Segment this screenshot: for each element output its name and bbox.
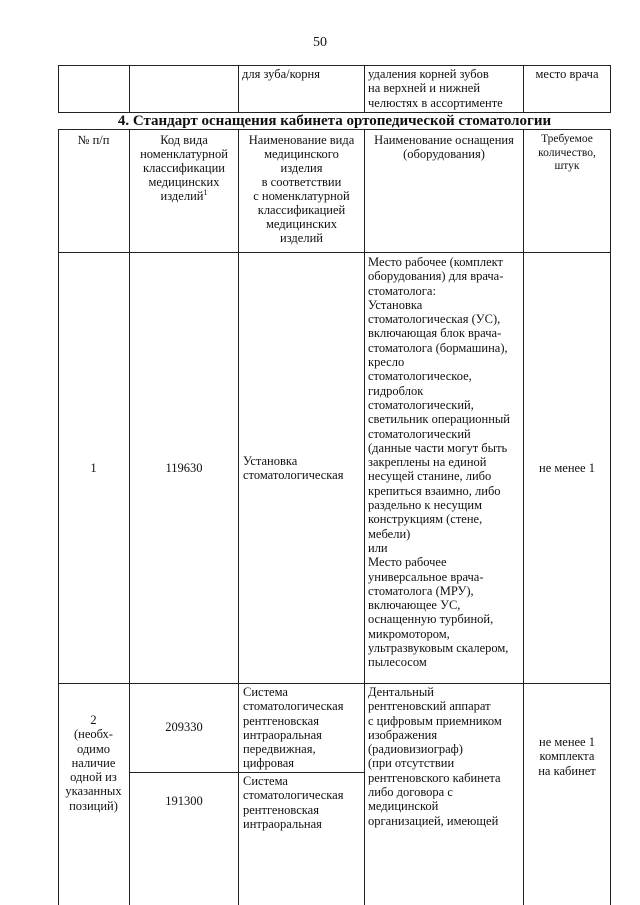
row1-equipment: Место рабочее (комплект оборудования) для врача- стоматолога: Установка стоматологическая (УС), включающая блок врача- стоматолога (бормашина), кресло стоматологическое, гидроблок стоматологический, светильник операционный стоматологический (данные части могут быть закреплены на единой несущей станине, либо крепиться взаимно, либо раздельно к несущим конструкциям (стене, мебели) или Место рабочее универсальное врача- стоматолога (МРУ), включающее УС, оснащенную турбиной, микромотором, ультразвуковым скалером, пылесосом [368,255,510,670]
top-row-equipment: удаления корней зубов на верхней и нижней челюстях в ассортименте [368,67,503,110]
row2-number: 2 (необх- одимо наличие одной из указанных позиций) [65,713,122,813]
row1-type-name: Установка стоматологическая [243,454,344,483]
row2-sub1-type-name: Система стоматологическая рентгеновская интраоральная передвижная, цифровая [243,685,344,771]
row-line [58,683,611,684]
row-line [58,252,611,253]
row-line [58,129,611,130]
column-line [364,129,365,905]
header-equipment: Наименование оснащения (оборудования) [374,133,514,161]
equipment-table [58,65,611,905]
column-line [364,65,365,112]
row1-code: 119630 [165,461,203,475]
footnote-mark: 1 [203,187,208,197]
row2-quantity: не менее 1 комплекта на кабинет [538,735,596,778]
column-line [523,129,524,905]
top-row-type: для зуба/корня [242,67,320,81]
column-line [238,129,239,905]
row2-equipment: Дентальный рентгеновский аппарат с цифровым приемником изображения (радиовизиограф) (при отсутствии рентгеновского кабинета либо договора с медицинской организацией, имеющей [368,685,502,828]
column-line [610,65,611,112]
row2-sub2-type-name: Система стоматологическая рентгеновская интраоральная [243,774,344,831]
column-line [129,129,130,905]
header-code: Код вида номенклатурной классификации медицинских изделий$^1$ [140,133,228,203]
top-row-quantity: место врача [535,67,599,81]
row1-quantity: не менее 1 [539,461,595,475]
row-line [58,65,611,66]
header-type-name: Наименование вида медицинского изделия в соответствии с номенклатурной классификацией медицинских изделий [248,133,355,245]
page-number: 50 [313,35,327,50]
subrow-line [129,772,364,773]
row1-number: 1 [90,461,97,475]
section-title: 4. Стандарт оснащения кабинета ортопедической стоматологии [117,113,552,129]
row2-sub1-code: 209330 [165,720,203,734]
header-quantity: Требуемое количество, штук [538,133,596,172]
row2-sub2-code: 191300 [165,794,203,808]
header-number: № п/п [77,133,110,147]
column-line [610,129,611,905]
column-line [58,65,59,112]
column-line [238,65,239,112]
column-line [129,65,130,112]
